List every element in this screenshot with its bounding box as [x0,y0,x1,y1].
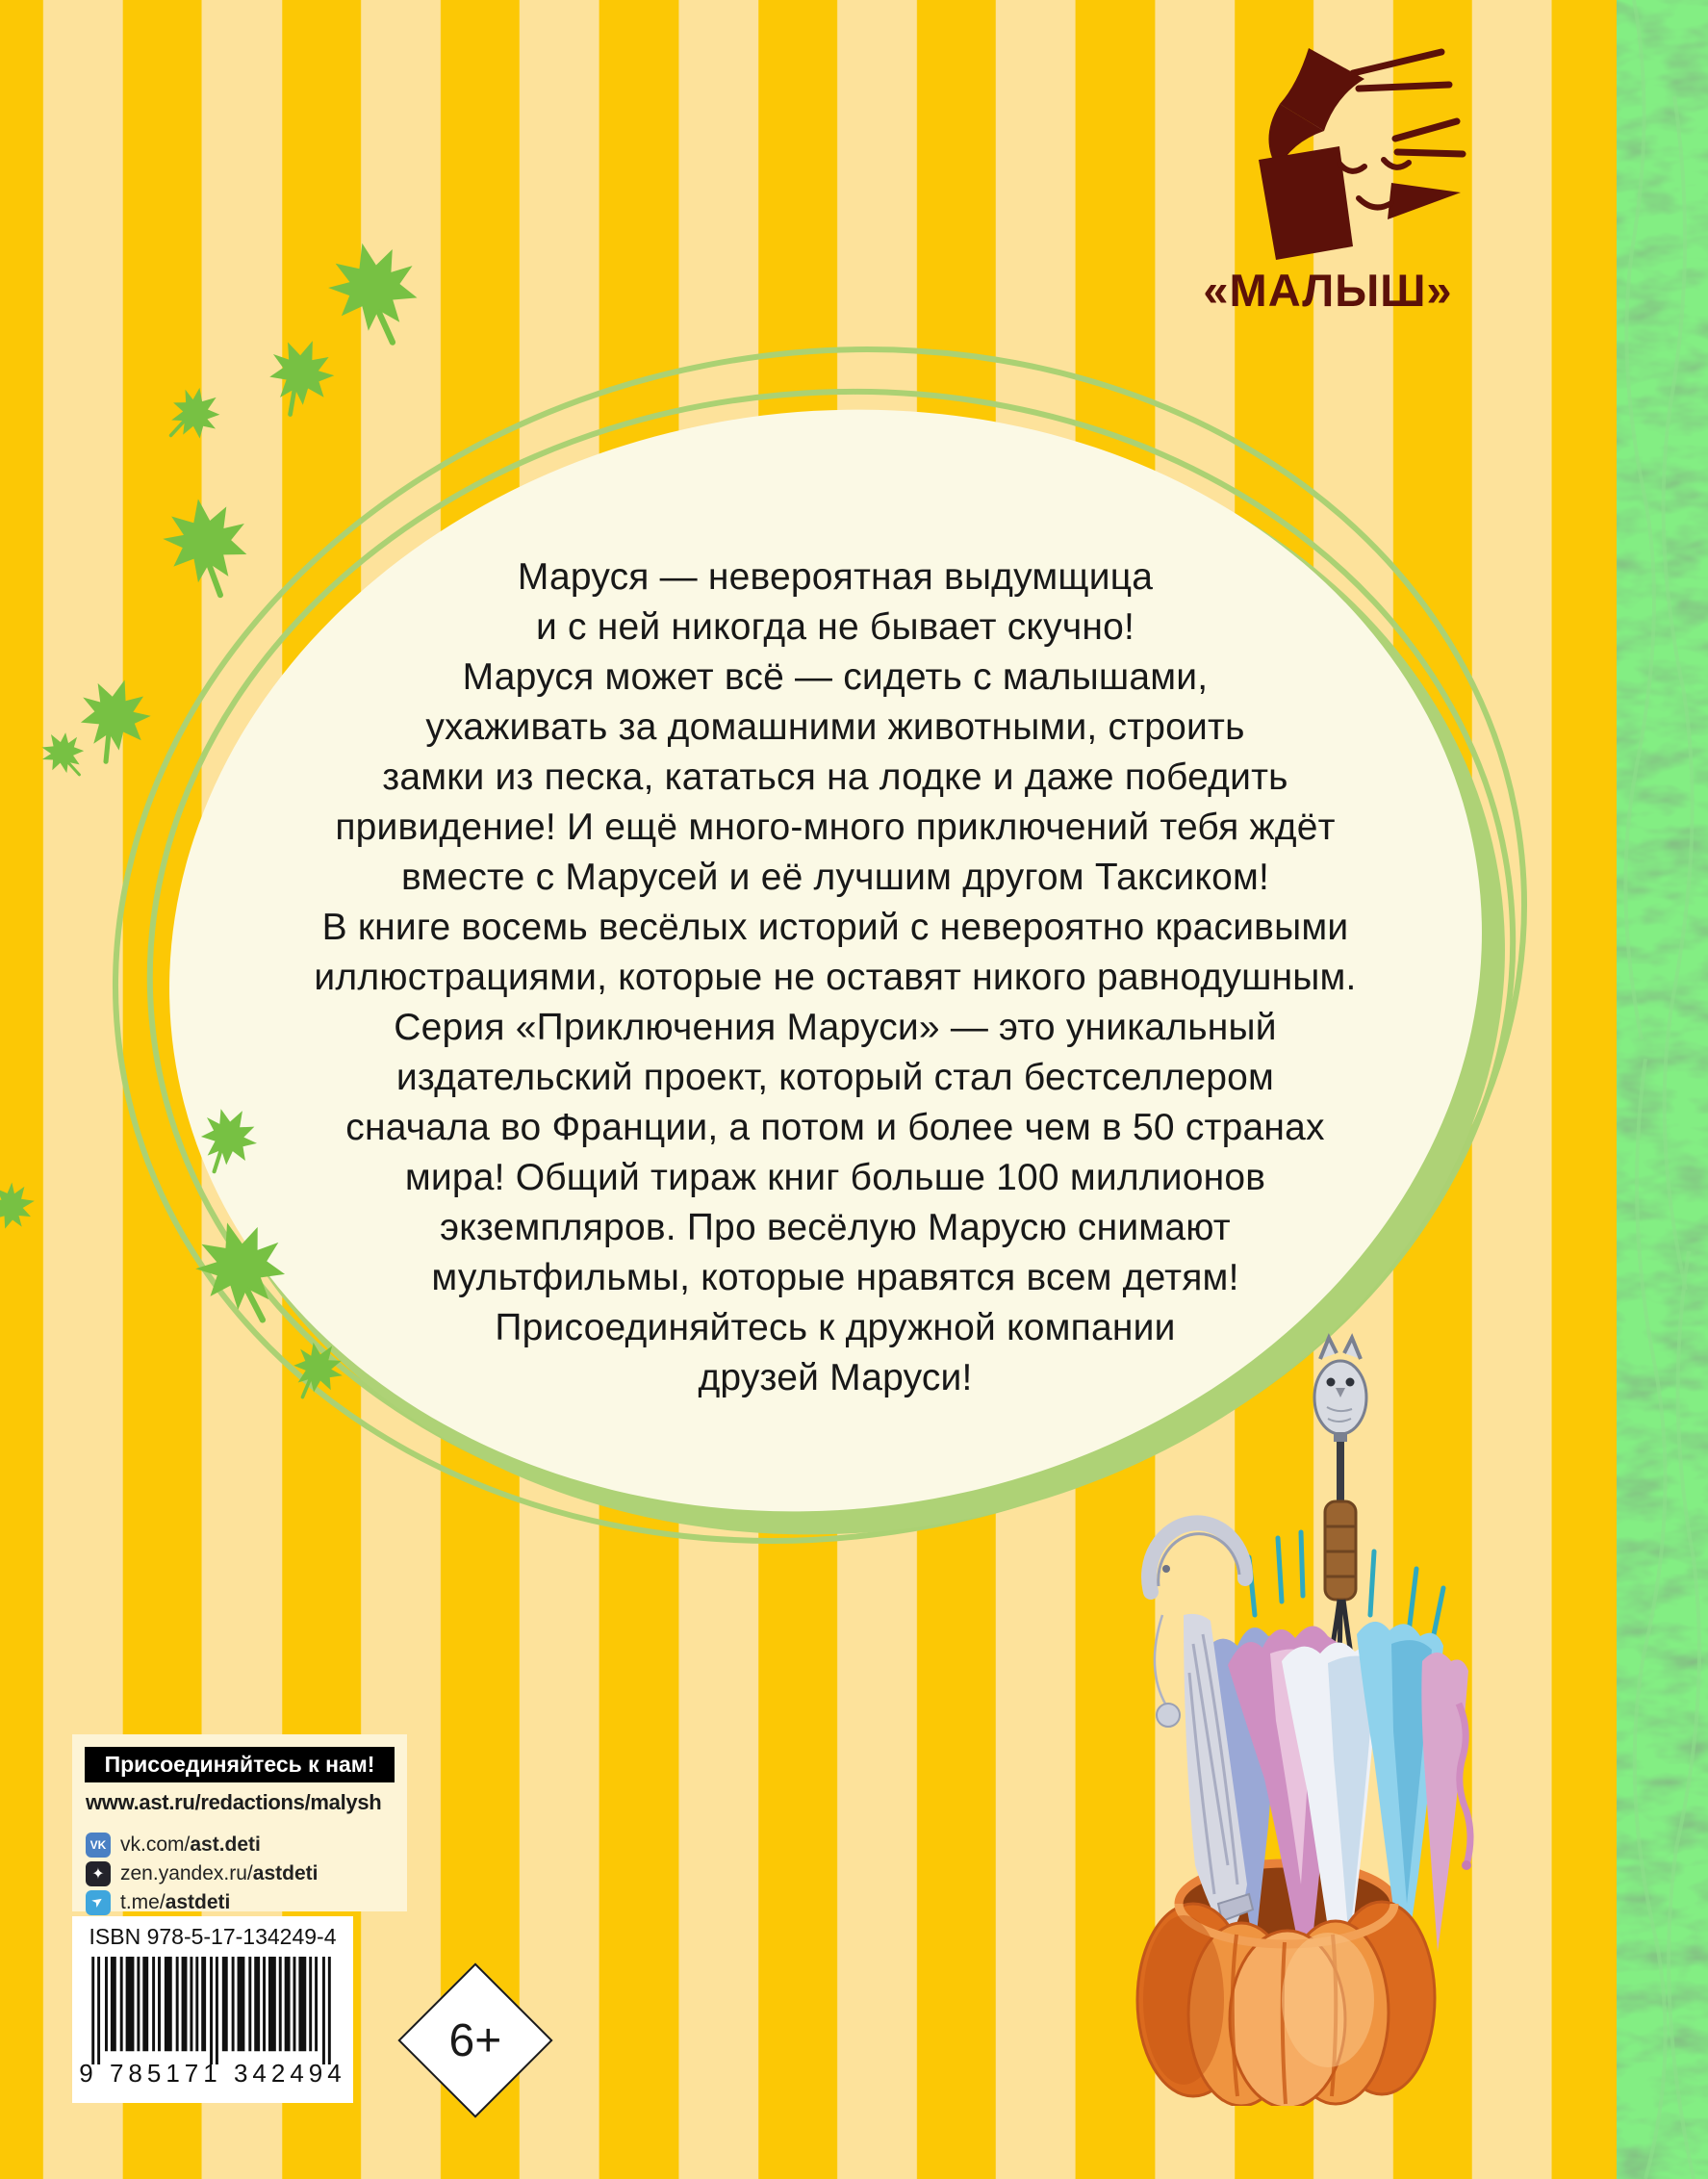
publisher-logo-icon [1251,46,1472,266]
logo-eye [1339,164,1364,171]
blurb-line: вместе с Марусей и её лучшим другом Таксиком! [400,857,1270,898]
blurb-line: и с ней никогда не бывает скучно! [535,606,1135,648]
leaf-icon [154,377,231,451]
logo-eye [1384,160,1409,167]
publisher-site-url: www.ast.ru/redactions/malysh [86,1790,382,1814]
leaf-icon [255,329,344,424]
logo-strand [1395,121,1457,139]
blurb-line: иллюстрациями, которые не оставят никого равнодушным. [314,957,1357,998]
blurb-line: ухаживать за домашними животными, строить [425,706,1245,748]
publisher-name: «МАЛЫШ» [1203,265,1453,316]
isbn-number: ISBN 978-5-17-134249-4 [89,1924,337,1949]
blurb-line: Маруся — невероятная выдумщица [517,556,1154,598]
logo-knot-strand [1353,52,1441,73]
blurb-line: мира! Общий тираж книг больше 100 миллионов [404,1157,1266,1198]
link-text: t.me/astdeti [120,1890,231,1913]
social-links [86,1831,318,1917]
vk-icon: VK [86,1833,111,1858]
zen-icon: ✦ [86,1861,111,1886]
book-blurb [229,552,1441,1403]
social-link-zen [86,1859,318,1887]
blurb-line: замки из песка, кататься на лодке и даже победить [382,756,1288,798]
logo-strand [1397,152,1463,154]
blurb-line: привидение! И ещё много-много приключений тебя ждёт [335,807,1336,848]
social-link-telegram [86,1888,318,1916]
blurb-line: сначала во Франции, а потом и более чем в 50 странах [345,1107,1325,1148]
isbn-panel [72,1916,353,2103]
logo-knot-strand [1359,85,1449,89]
logo-hair-wedge [1388,183,1461,219]
age-rating-label: 6+ [448,2014,502,2066]
blurb-line: В книге восемь весёлых историй с невероятно красивыми [321,907,1349,948]
telegram-icon: ➤ [86,1890,111,1915]
leaf-icon [320,234,427,353]
blurb-line: Маруся может всё — сидеть с малышами, [462,656,1209,698]
leaf-icon [66,669,159,770]
join-us-panel [72,1734,407,1911]
leaf-icon [0,1179,38,1233]
blurb-line: мультфильмы, которые нравятся всем детям! [431,1257,1239,1298]
logo-smile [1359,198,1391,207]
social-link-vk [86,1831,318,1859]
barcode-digits: 9 785171 342494 [79,2059,346,2088]
blurb-line: экземпляров. Про весёлую Марусю снимают [440,1207,1231,1248]
blurb-line: Серия «Приключения Маруси» — это уникальный [394,1007,1277,1048]
link-text: zen.yandex.ru/astdeti [120,1861,319,1884]
blurb-line: Присоединяйтесь к дружной компании [495,1307,1176,1348]
umbrellas-in-pumpkin-illustration [1039,1326,1482,2106]
join-header: Присоединяйтесь к нам! [85,1747,395,1782]
blurb-line: друзей Маруси! [698,1357,973,1398]
barcode [89,1957,336,2064]
link-text: vk.com/ast.deti [120,1833,261,1856]
blurb-line: издательский проект, который стал бестселлером [395,1057,1275,1098]
leaf-icon [34,724,94,787]
pumpkin [1137,1902,1435,2106]
